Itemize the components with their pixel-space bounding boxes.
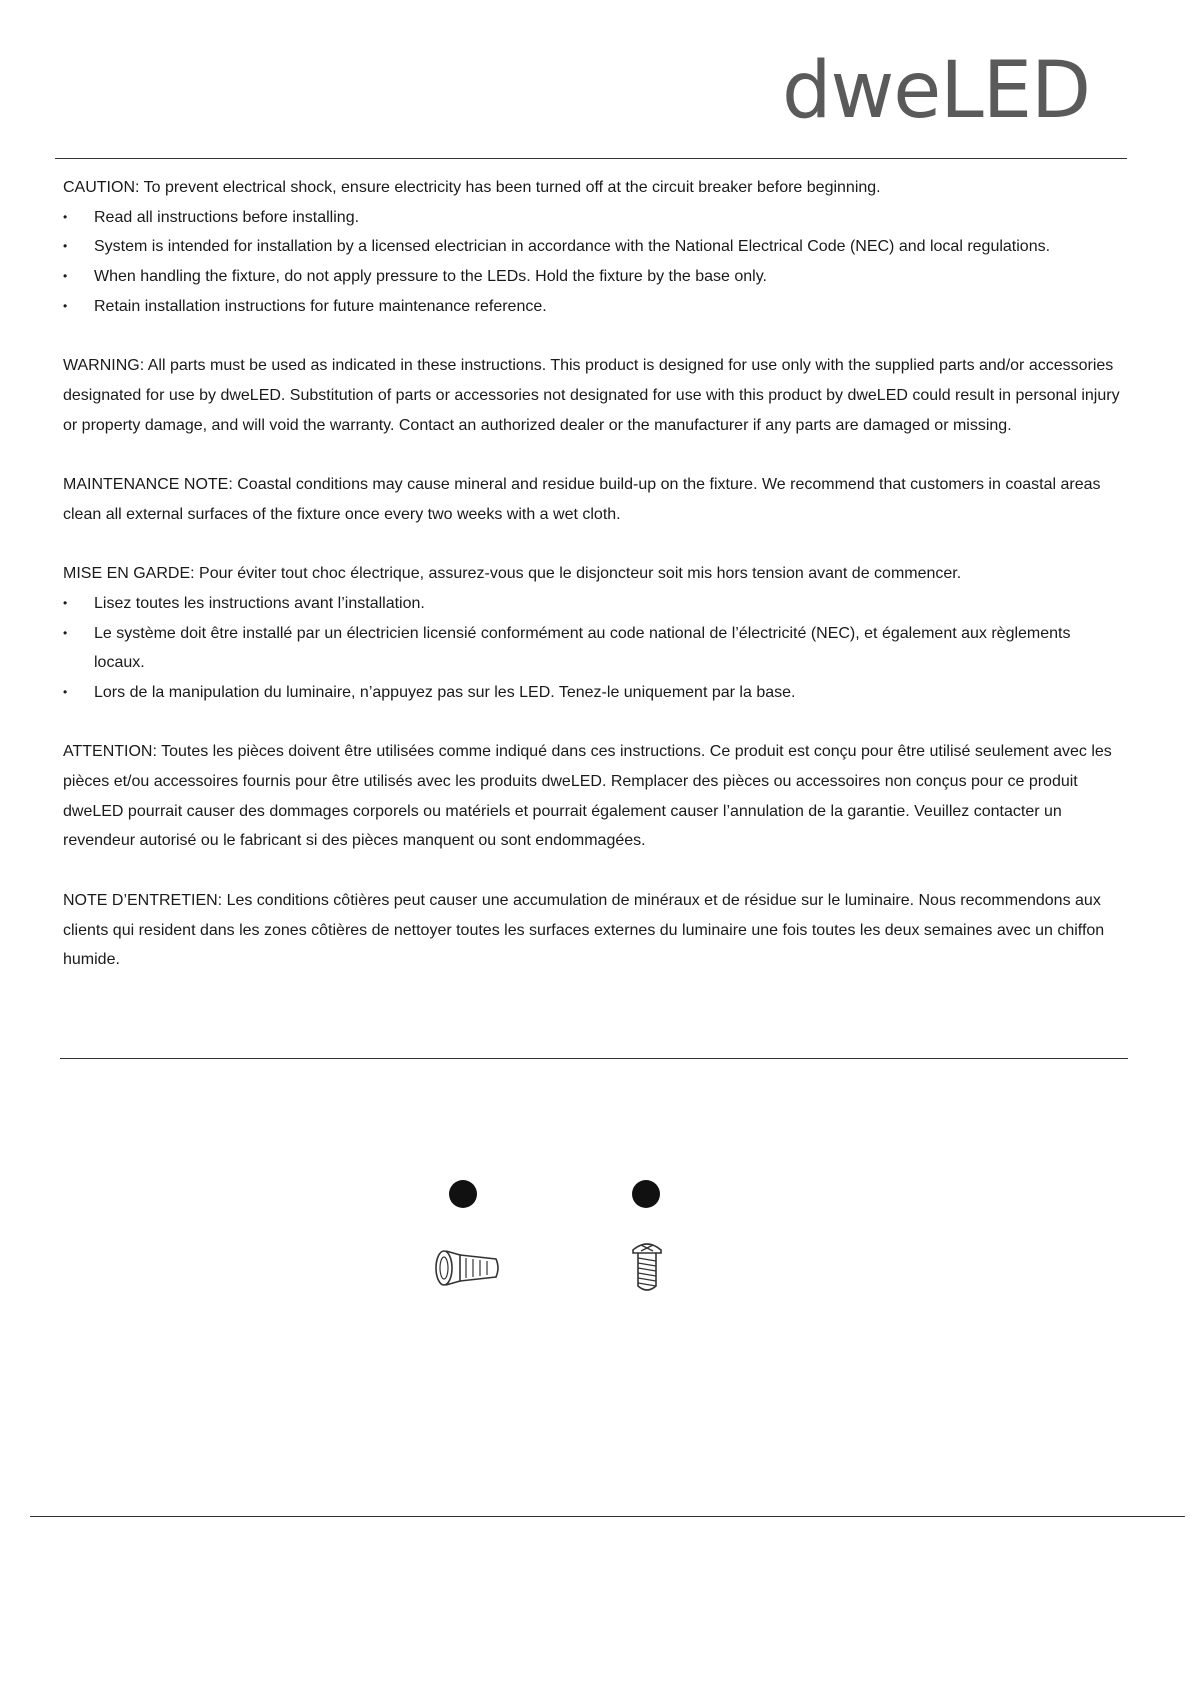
list-item: • Read all instructions before installing. bbox=[63, 203, 1121, 233]
note-entretien-paragraph: NOTE D’ENTRETIEN: Les conditions côtières peut causer une accumulation de minéraux et de résidue sur le luminaire. Nous recommendons aux clients qui resident dans les zones côtières de nettoyer toutes les surfaces externes du luminaire une fois toutes les deux semaines avec un chiffon humide. bbox=[63, 891, 1105, 969]
brand-logo: dweLED bbox=[782, 46, 1091, 136]
wire-nut-icon bbox=[434, 1246, 504, 1290]
list-item: • When handling the fixture, do not apply pressure to the LEDs. Hold the fixture by the base only. bbox=[63, 262, 1121, 292]
list-item: • Lisez toutes les instructions avant l’installation. bbox=[63, 589, 1121, 619]
instructions-body bbox=[63, 173, 1121, 1005]
list-item: • Lors de la manipulation du luminaire, n’appuyez pas sur les LED. Tenez-le uniquement par la base. bbox=[63, 678, 1121, 708]
attention-paragraph: ATTENTION: Toutes les pièces doivent être utilisées comme indiqué dans ces instructions. Ce produit est conçu pour être utilisé seulement avec les pièces et/ou accessoires fournis pour être utilisés avec les produits dweLED. Remplacer des pièces ou accessoires non conçus pour ce produit dweLED pourrait causer des dommages corporels ou matériels et pourrait également causer l’annulation de la garantie. Veuillez contacter un revendeur autorisé ou le fabricant si des pièces manquent ou sont endommagées. bbox=[63, 743, 1112, 850]
list-item: • System is intended for installation by a licensed electrician in accordance with the National Electrical Code (NEC) and local regulations. bbox=[63, 232, 1121, 262]
part-marker bbox=[449, 1180, 477, 1208]
caution-heading: CAUTION: To prevent electrical shock, ensure electricity has been turned off at the circuit breaker before beginning. bbox=[63, 179, 881, 196]
maintenance-paragraph: MAINTENANCE NOTE: Coastal conditions may cause mineral and residue build-up on the fixture. We recommend that customers in coastal areas clean all external surfaces of the fixture once every two weeks with a wet cloth. bbox=[63, 476, 1101, 523]
header-divider bbox=[55, 158, 1127, 159]
part-marker bbox=[632, 1180, 660, 1208]
parts-list bbox=[0, 1180, 1190, 1300]
caution-list bbox=[63, 203, 1121, 322]
warning-paragraph: WARNING: All parts must be used as indicated in these instructions. This product is designed for use only with the supplied parts and/or accessories designated for use by dweLED. Substitution of parts or accessories not designated for use with this product by dweLED could result in personal injury or property damage, and will void the warranty. Contact an authorized dealer or the manufacturer if any parts are damaged or missing. bbox=[63, 357, 1120, 434]
list-item: • Le système doit être installé par un électricien licensié conformément au code national de l’électricité (NEC), et également aux règlements locaux. bbox=[63, 619, 1121, 678]
screw-icon bbox=[630, 1240, 664, 1294]
mise-en-garde-list bbox=[63, 589, 1121, 708]
mise-en-garde-heading: MISE EN GARDE: Pour éviter tout choc électrique, assurez-vous que le disjoncteur soit mis hors tension avant de commencer. bbox=[63, 565, 962, 583]
footer-divider bbox=[30, 1516, 1185, 1517]
list-item: • Retain installation instructions for future maintenance reference. bbox=[63, 292, 1121, 322]
section-divider bbox=[60, 1058, 1128, 1059]
